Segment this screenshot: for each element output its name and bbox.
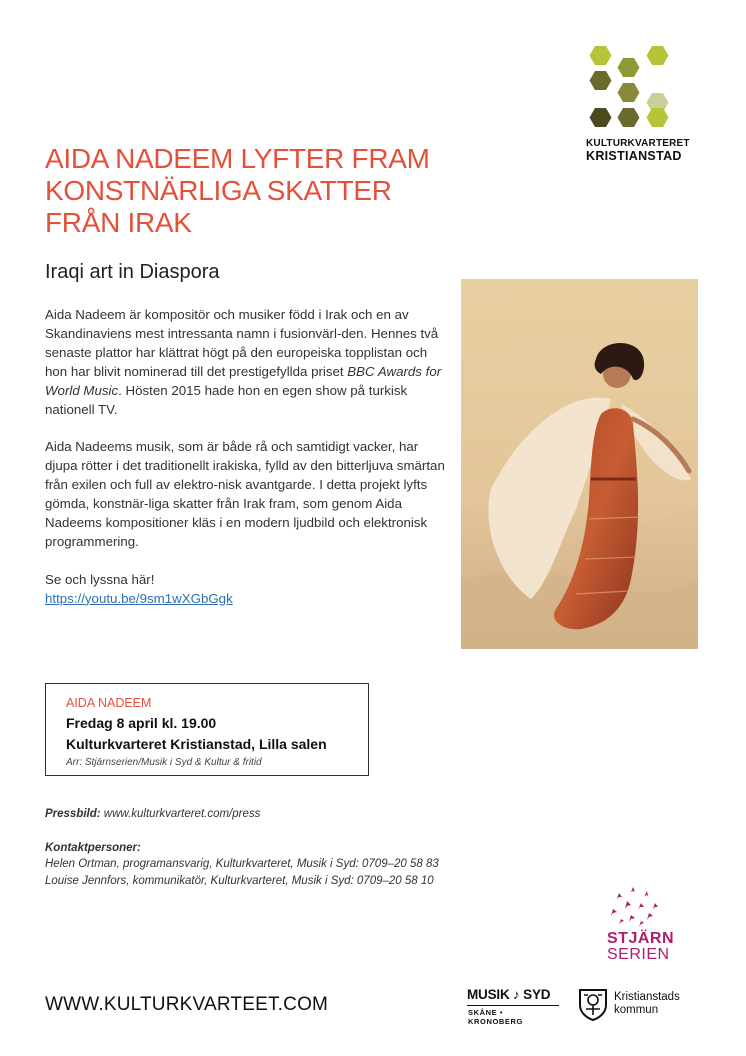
press-label: Pressbild: (45, 808, 101, 820)
youtube-link[interactable]: https://youtu.be/9sm1wXGbGgk (45, 590, 233, 606)
kommun-line-1: Kristianstads (614, 991, 680, 1003)
stjarnserien-line-1: STJÄRN (607, 930, 675, 947)
star-burst-icon (603, 885, 663, 929)
article-body (45, 306, 450, 627)
event-name: AIDA NADEEM (66, 696, 152, 710)
musik-i-syd-line-1: MUSIK ♪ SYD (467, 987, 551, 1002)
headline: AIDA NADEEM LYFTER FRAM KONSTNÄRLIGA SKATTER FRÅN IRAK (45, 143, 430, 238)
contact-person-2: Louise Jennfors, kommunikatör, Kulturkvarteret, Musik i Syd: 0709–20 58 10 (45, 875, 434, 887)
event-arranger: Arr: Stjärnserien/Musik i Syd & Kultur & fritid (66, 757, 262, 768)
contacts-title: Kontaktpersoner: (45, 842, 141, 854)
event-date: Fredag 8 april kl. 19.00 (66, 715, 217, 731)
paragraph-2: Aida Nadeems musik, som är både rå och samtidigt vacker, har djupa rötter i det traditionellt irakiska, fylld av den bitterljuva smärtan från exilen och full av elektro-nisk avantgarde. I detta projekt lyfts gömda, konstnär-liga skatter från Irak fram, som genom Aida Nadeems kompositioner kläs i en modern ljudbild och elektronisk programmering. (45, 439, 445, 549)
musik-i-syd-logo (467, 987, 559, 1026)
musik-i-syd-line-2: SKÅNE • KRONOBERG (468, 1008, 523, 1026)
event-venue: Kulturkvarteret Kristianstad, Lilla salen (66, 736, 327, 752)
award-name: BBC Awards for World Music (45, 363, 442, 398)
event-info-box (45, 683, 369, 776)
coat-of-arms-icon (578, 987, 608, 1021)
kristianstad-kommun-logo (578, 987, 698, 1021)
musik-i-syd-divider (467, 1005, 559, 1006)
stjarnserien-line-2: SERIEN (607, 946, 670, 963)
logo-line-1: KULTURKVARTERET (586, 138, 690, 149)
press-photo-info (45, 808, 260, 820)
stjarnserien-logo (603, 885, 683, 965)
press-url: www.kulturkvarteret.com/press (100, 808, 261, 820)
website-url: WWW.KULTURKVARTEET.COM (45, 994, 329, 1015)
hexagon-logo-icon (582, 44, 700, 138)
subheadline: Iraqi art in Diaspora (45, 261, 220, 283)
kommun-line-2: kommun (614, 1004, 659, 1016)
paragraph-3: Se och lyssna här! https://youtu.be/9sm1wXGbGgk (45, 571, 233, 606)
contact-person-1: Helen Ortman, programansvarig, Kulturkvarteret, Musik i Syd: 0709–20 58 83 (45, 858, 439, 870)
press-photo (461, 279, 698, 649)
paragraph-1: Aida Nadeem är kompositör och musiker född i Irak och en av Skandinaviens mest intressanta namn i fusionvärl-den. Hennes två senaste plattor har klättrat högt på den europeiska topplistan och hon har blivit nominerad till det prestigefyllda priset BBC Awards for World Music. Hösten 2015 hade hon en egen show på turkisk nationell TV. (45, 307, 442, 417)
kulturkvarteret-logo (582, 44, 700, 166)
logo-line-2: KRISTIANSTAD (586, 149, 682, 163)
